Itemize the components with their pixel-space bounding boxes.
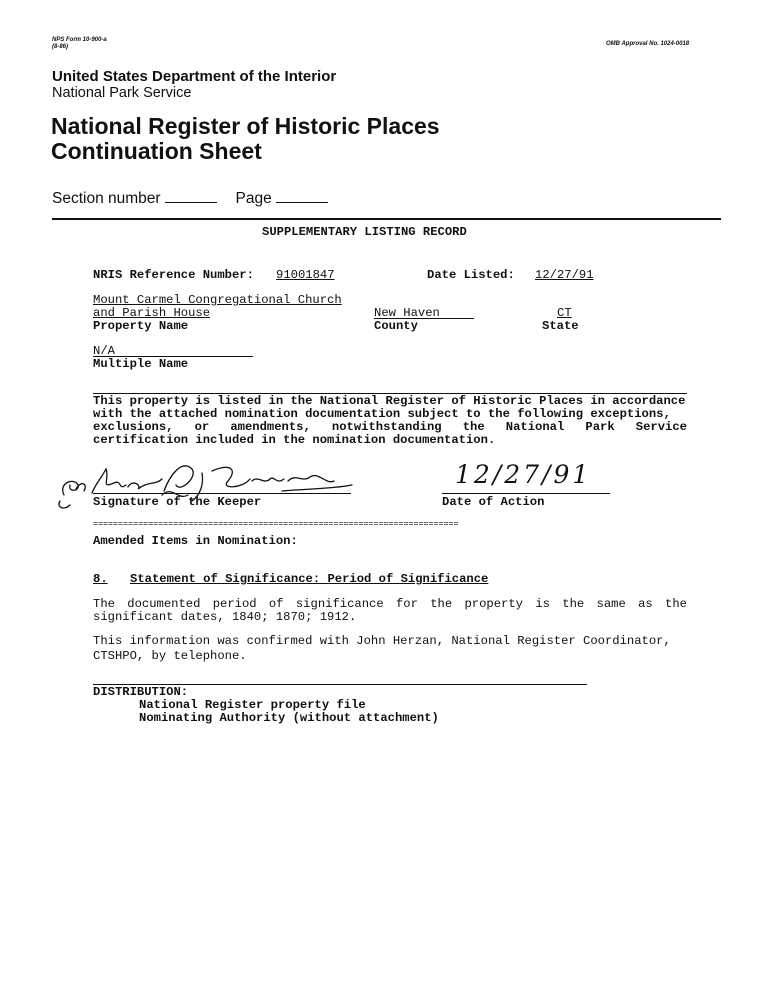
section-number-field xyxy=(52,188,328,208)
form-number: NPS Form 10-900-a xyxy=(52,37,107,43)
multiple-name-value: N/A xyxy=(93,344,115,358)
section-number-blank xyxy=(165,188,217,203)
service-name: National Park Service xyxy=(52,85,192,101)
state-label: State xyxy=(542,319,579,333)
record-heading: SUPPLEMENTARY LISTING RECORD xyxy=(262,225,467,239)
page-subtitle: Continuation Sheet xyxy=(51,138,262,164)
action-date-handwritten: 12/27/91 xyxy=(455,460,592,489)
paragraph1-line2: significant dates, 1840; 1870; 1912. xyxy=(93,610,357,624)
item-title: Statement of Significance: Period of Significance xyxy=(130,572,489,586)
statement-line1: This property is listed in the National Register of Historic Places in accordance xyxy=(93,394,686,408)
state-value: CT xyxy=(557,306,572,320)
statement-line2: with the attached nomination documentation subject to the following exceptions, xyxy=(93,407,671,421)
county-label: County xyxy=(374,319,418,333)
action-date-line xyxy=(442,493,610,494)
property-name-label: Property Name xyxy=(93,319,189,333)
paragraph2-line1: This information was confirmed with John Herzan, National Register Coordinator, xyxy=(93,634,671,648)
paragraph2-line2: CTSHPO, by telephone. xyxy=(93,649,247,663)
date-listed-value: 12/27/91 xyxy=(535,268,594,282)
multiple-name-label: Multiple Name xyxy=(93,357,189,371)
omb-approval: OMB Approval No. 1024-0018 xyxy=(606,41,690,47)
signature-text: for Beth L. Savage xyxy=(52,514,62,515)
nris-value: 91001847 xyxy=(276,268,335,282)
date-listed-label: Date Listed: xyxy=(427,268,515,282)
amended-items-heading: Amended Items in Nomination: xyxy=(93,534,298,548)
distribution-heading: DISTRIBUTION: xyxy=(93,685,189,699)
nris-label: NRIS Reference Number: xyxy=(93,268,254,282)
distribution-item: Nominating Authority (without attachment) xyxy=(139,711,439,725)
item-number: 8. xyxy=(93,572,108,586)
form-revision: (8-86) xyxy=(52,44,69,50)
statement-line3: exclusions, or amendments, notwithstanding the National Park Service xyxy=(93,420,687,434)
property-name-line1: Mount Carmel Congregational Church xyxy=(93,293,342,307)
double-separator: ========================================================================= xyxy=(93,519,459,529)
header-rule xyxy=(52,218,721,220)
page-number-blank xyxy=(276,188,328,203)
property-name-line2: and Parish House xyxy=(93,306,211,320)
section-number-label: Section number xyxy=(52,190,161,207)
county-value: New Haven xyxy=(374,306,440,320)
statement-line4: certification included in the nomination documentation. xyxy=(93,433,496,447)
department-name: United States Department of the Interior xyxy=(52,68,337,85)
distribution-item: National Register property file xyxy=(139,698,366,712)
signature-line xyxy=(93,493,351,494)
action-date-label: Date of Action xyxy=(442,495,545,509)
signature-label: Signature of the Keeper xyxy=(93,495,262,509)
page-label: Page xyxy=(235,190,272,207)
paragraph1-line1: The documented period of significance for the property is the same as the xyxy=(93,597,687,611)
page-title: National Register of Historic Places xyxy=(51,113,440,139)
